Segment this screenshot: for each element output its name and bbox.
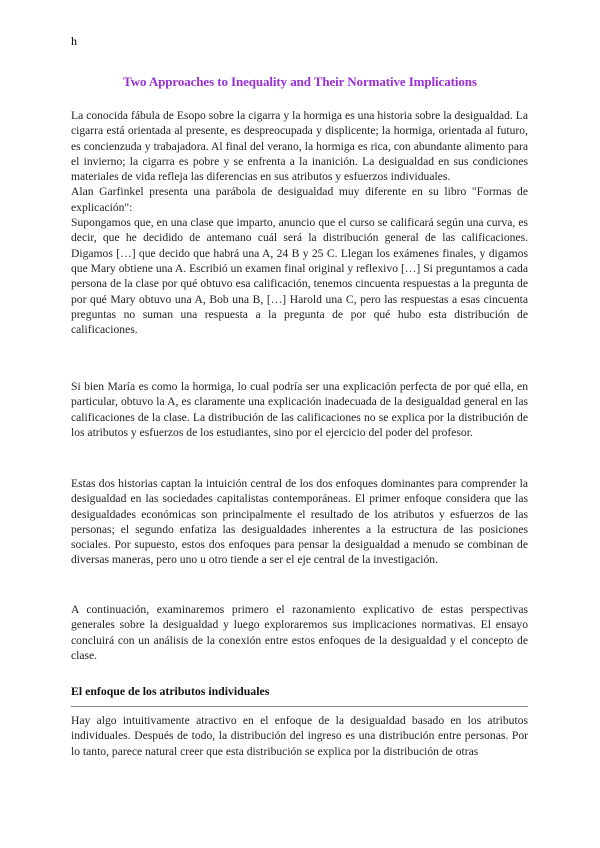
paragraph-garfinkel-quote: Supongamos que, en una clase que imparto, anuncio que el curso se calificará según una curva, es decir, que he decidido de antemano cuál será la distribución general de las calificaciones. Digamos […] que decido que habrá una A, 24 B y 25 C. Llegan los exámenes finales, y digamos que Mary obtiene una A. Escribió un examen final original y reflexivo […] Si preguntamos a cada persona de la clase por qué obtuvo esa calificación, tenemos cincuenta respuestas a la pregunta de por qué Mary obtuvo una A, Bob una B, […] Harold una C, pero las respuestas a esas cincuenta preguntas no suman una respuesta a la pregunta de por qué hubo esta distribución de calificaciones.	[71, 216, 528, 337]
paragraph-maria-text: Si bien María es como la hormiga, lo cual podría ser una explicación perfecta de por qué ella, en particular, obtuvo la A, es claramente una explicación inadecuada de la desigualdad general en las calificaciones de la clase. La distribución de las calificaciones no se explica por la distribución de los atributos y esfuerzos de los estudiantes, sino por el ejercicio del poder del profesor.	[71, 380, 528, 439]
intro-block	[71, 108, 528, 337]
page-marker: h	[71, 34, 77, 48]
paragraph-maria	[71, 379, 528, 440]
paragraph-outline-text: A continuación, examinaremos primero el razonamiento explicativo de estas perspectivas generales sobre la desigualdad y luego exploraremos sus implicaciones normativas. El ensayo concluirá con un análisis de la conexión entre estos enfoques de la desigualdad y el concepto de clase.	[71, 603, 528, 662]
section-heading: El enfoque de los atributos individuales	[71, 684, 270, 698]
document-title: Two Approaches to Inequality and Their Normative Implications	[123, 74, 477, 89]
paragraph-garfinkel-intro: Alan Garfinkel presenta una parábola de desigualdad muy diferente en su libro "Formas de explicación":	[71, 185, 528, 214]
paragraph-two-approaches	[71, 476, 528, 568]
paragraph-attributes-text: Hay algo intuitivamente atractivo en el enfoque de la desigualdad basado en los atributos individuales. Después de todo, la distribución del ingreso es una distribución entre personas. Por lo tanto, parece natural creer que esta distribución se explica por la distribución de otras	[71, 714, 528, 758]
paragraph-attributes	[71, 713, 528, 773]
paragraph-outline	[71, 602, 528, 663]
section-divider	[71, 706, 528, 707]
paragraph-fable: La conocida fábula de Esopo sobre la cigarra y la hormiga es una historia sobre la desigualdad. La cigarra está orientada al presente, es despreocupada y displicente; la hormiga, orientada al futuro, es concienzuda y trabajadora. Al final del verano, la hormiga es rica, con abundante alimento para el invierno; la cigarra es pobre y se enfrenta a la inanición. La desigualdad en sus condiciones materiales de vida refleja las diferencias en sus atributos y esfuerzos individuales.	[71, 109, 528, 184]
paragraph-two-approaches-text: Estas dos historias captan la intuición central de los dos enfoques dominantes para comprender la desigualdad en las sociedades capitalistas contemporáneas. El primer enfoque considera que las desigualdades económicas son principalmente el resultado de los atributos y esfuerzos de las personas; el segundo enfatiza las desigualdades inherentes a la estructura de las posiciones sociales. Por supuesto, estos dos enfoques para pensar la desigualdad a menudo se combinan de diversas maneras, pero uno u otro tiende a ser el eje central de la investigación.	[71, 477, 528, 567]
